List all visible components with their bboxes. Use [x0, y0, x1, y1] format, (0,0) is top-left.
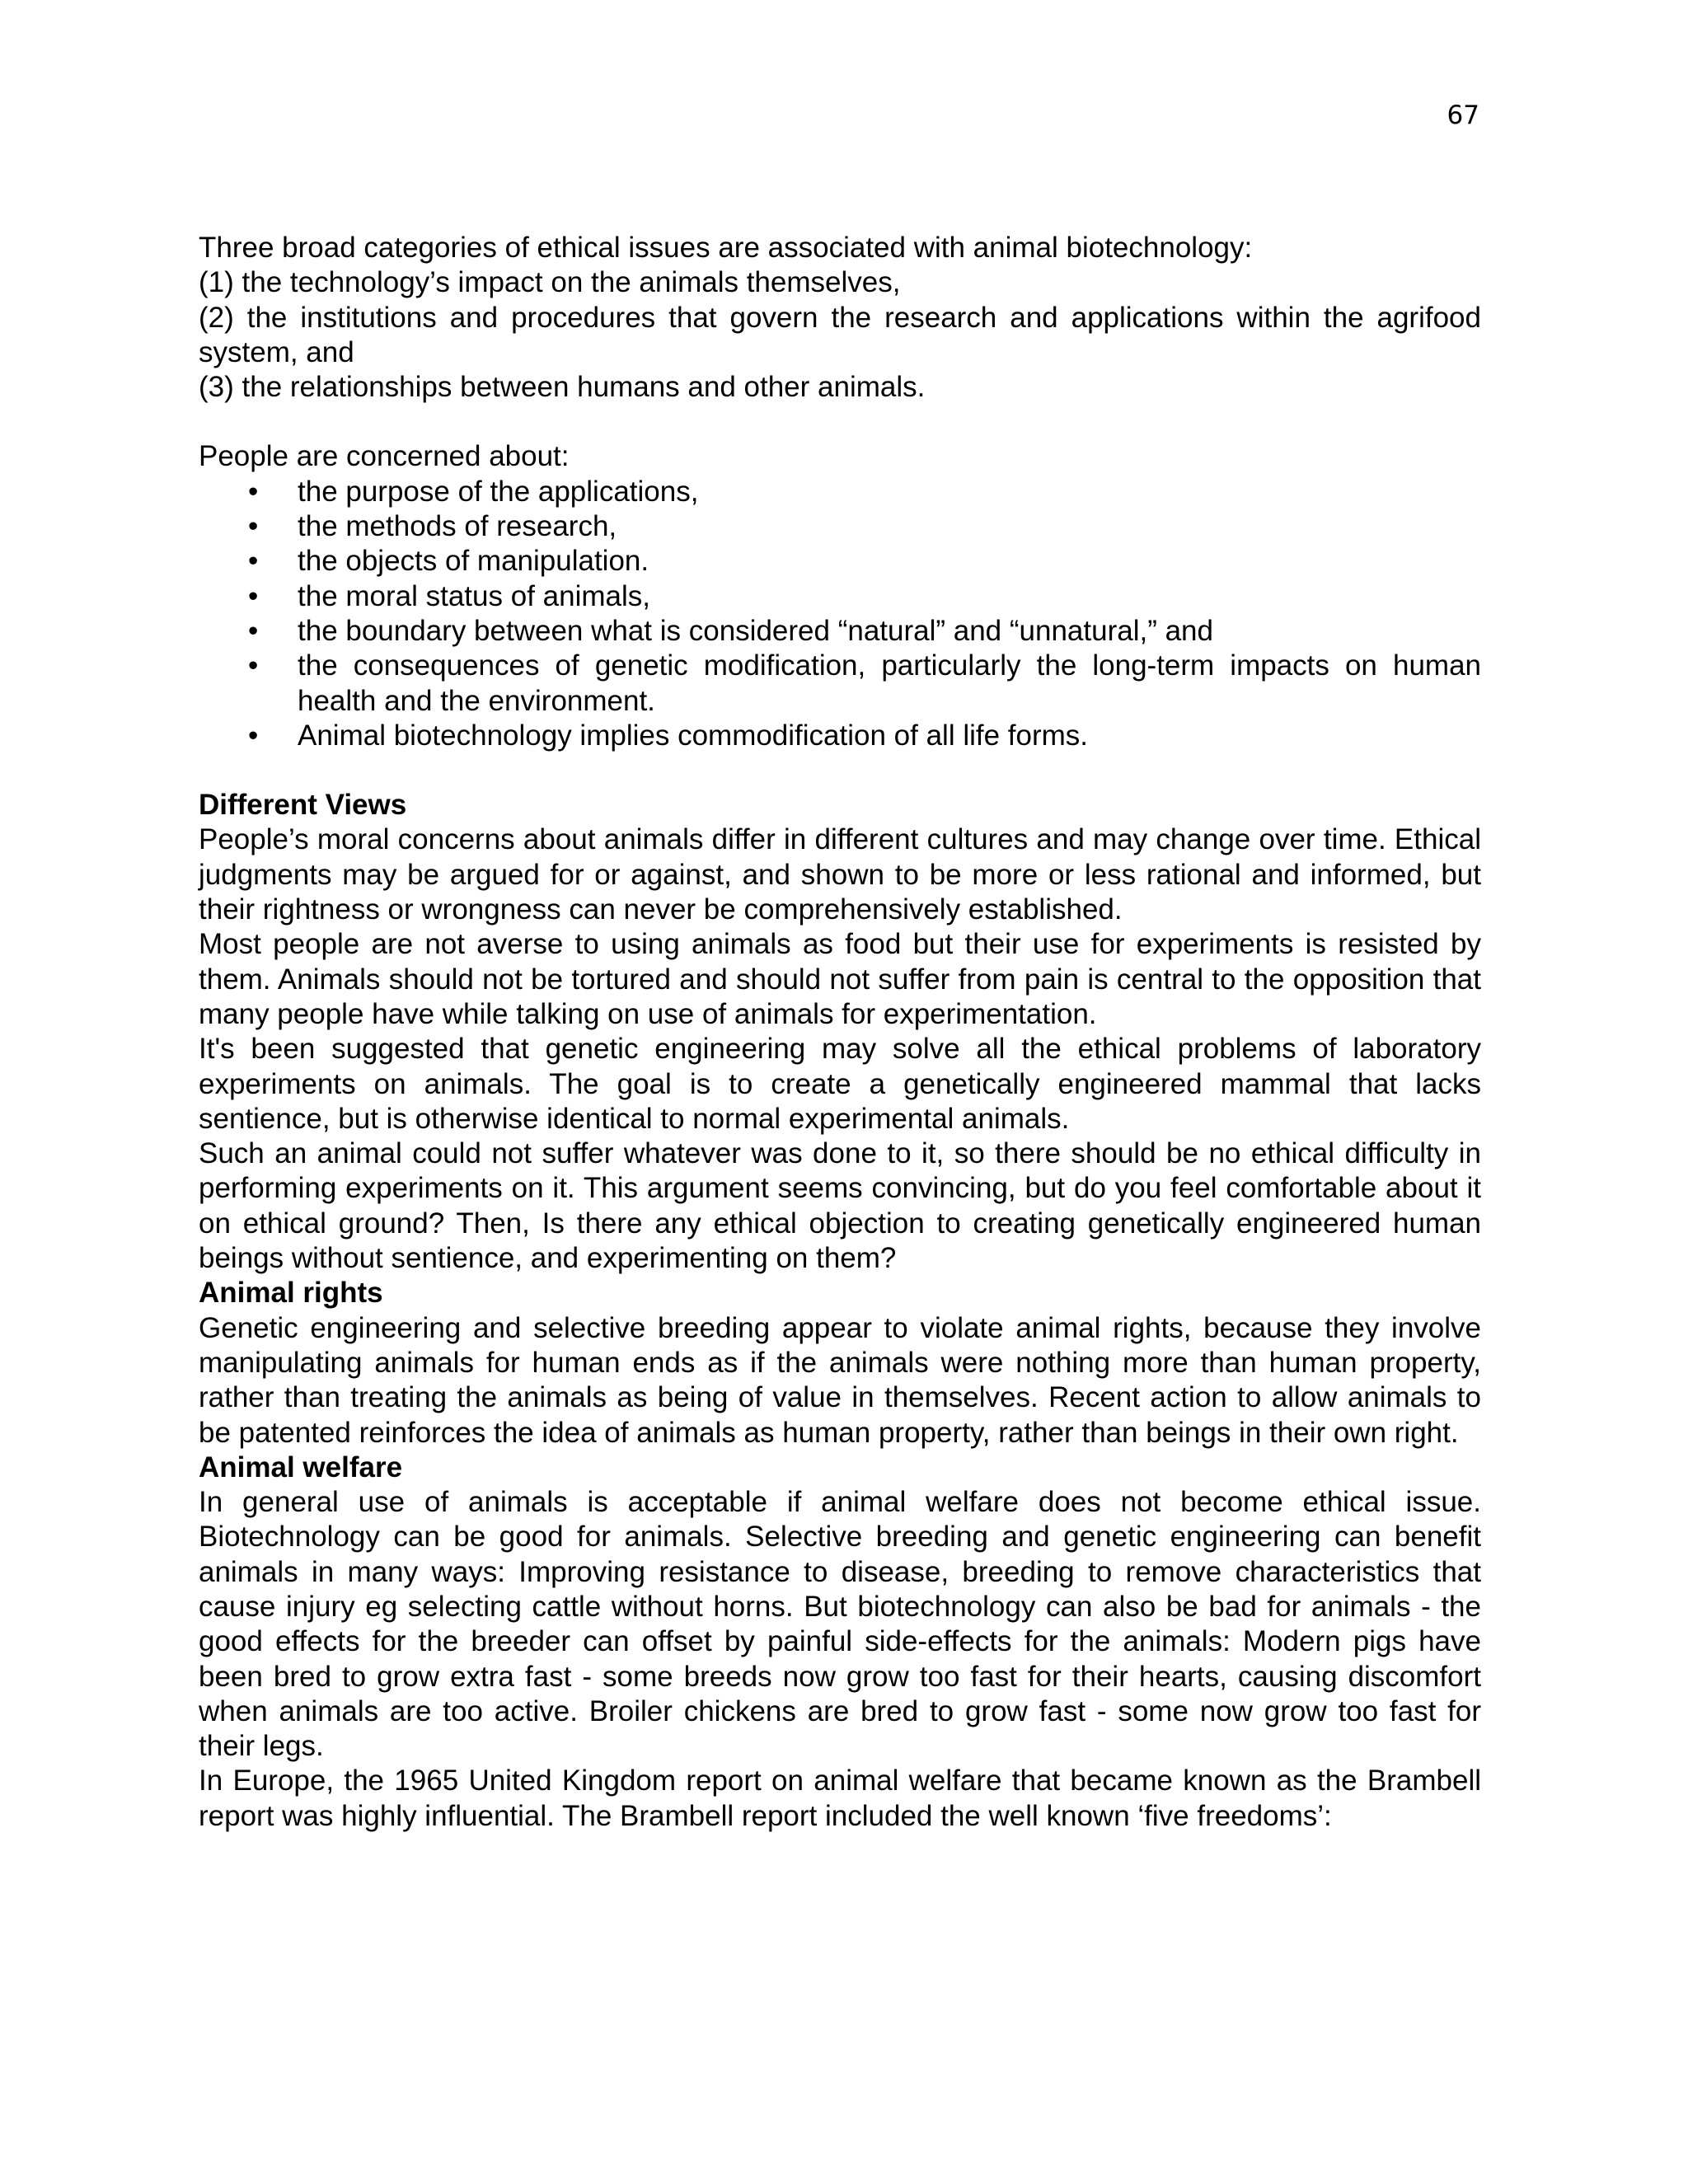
list-item: • the boundary between what is considered “natural” and “unnatural,” and: [199, 614, 1481, 649]
bullet-icon: •: [248, 475, 259, 508]
page-number: 67: [1447, 101, 1479, 130]
bullet-icon: •: [248, 579, 259, 612]
section-heading-different-views: Different Views: [199, 789, 407, 822]
spacer: [199, 753, 1481, 788]
paragraph: Such an animal could not suffer whatever was done to it, so there should be no ethical difficulty in performing experiments on it. This argument seems convincing, but do you feel comfortable about it on ethical ground? Then, Is there any ethical objection to creating genetically engineered human beings without sentience, and experimenting on them?: [199, 1137, 1481, 1275]
paragraph: Genetic engineering and selective breeding appear to violate animal rights, because they involve manipulating animals for human ends as if the animals were nothing more than human property, rather than treating the animals as being of value in themselves. Recent action to allow animals to be patented reinforces the idea of animals as human property, rather than beings in their own right.: [199, 1311, 1481, 1449]
concerns-list: [199, 475, 1481, 753]
paragraph: In Europe, the 1965 United Kingdom report on animal welfare that became known as the Brambell report was highly influential. The Brambell report included the well known ‘five freedoms’:: [199, 1765, 1481, 1832]
section-heading-animal-welfare: Animal welfare: [199, 1451, 403, 1483]
list-item: • the moral status of animals,: [199, 579, 1481, 614]
bullet-icon: •: [248, 649, 259, 682]
bullet-icon: •: [248, 545, 259, 578]
list-item: • the objects of manipulation.: [199, 544, 1481, 579]
paragraph: It's been suggested that genetic engineering may solve all the ethical problems of laboratory experiments on animals. The goal is to create a genetically engineered mammal that lacks sentience, but is otherwise identical to normal experimental animals.: [199, 1033, 1481, 1135]
page-content: [199, 231, 1481, 1834]
intro-item-3: (3) the relationships between humans and other animals.: [199, 371, 926, 404]
bullet-icon: •: [248, 510, 259, 543]
paragraph: People’s moral concerns about animals differ in different cultures and may change over time. Ethical judgments may be argued for or against, and shown to be more or less rational and informed, but their rightness or wrongness can never be comprehensively established.: [199, 823, 1481, 926]
paragraph: Most people are not averse to using animals as food but their use for experiments is resisted by them. Animals should not be tortured and should not suffer from pain is central to the opposition that many people have while talking on use of animals for experimentation.: [199, 928, 1481, 1030]
intro-lead: Three broad categories of ethical issues are associated with animal biotechnology:: [199, 232, 1253, 264]
list-item: • Animal biotechnology implies commodification of all life forms.: [199, 719, 1481, 753]
section-heading-animal-rights: Animal rights: [199, 1277, 383, 1310]
list-item: • the consequences of genetic modification, particularly the long-term impacts on human health and the environment.: [248, 649, 1481, 717]
list-item: • the purpose of the applications,: [199, 475, 1481, 509]
list-item: • the methods of research,: [199, 509, 1481, 544]
spacer: [199, 405, 1481, 439]
bullet-icon: •: [248, 614, 259, 647]
bullet-icon: •: [248, 719, 259, 752]
intro-item-2: (2) the institutions and procedures that govern the research and applications within the agrifood system, and: [199, 301, 1481, 368]
intro-item-1: (1) the technology’s impact on the animals themselves,: [199, 266, 901, 299]
concerns-lead: People are concerned about:: [199, 440, 570, 473]
paragraph: In general use of animals is acceptable if animal welfare does not become ethical issue. Biotechnology can be good for animals. Selective breeding and genetic engineering can benefit animals in many ways: Improving resistance to disease, breeding to remove characteristics that cause injury eg selecting cattle without horns. But biotechnology can also be bad for animals - the good effects for the breeder can offset by painful side-effects for the animals: Modern pigs have been bred to grow extra fast - some breeds now grow too fast for their hearts, causing discomfort when animals are too active. Broiler chickens are bred to grow fast - some now grow too fast for their legs.: [199, 1486, 1481, 1763]
